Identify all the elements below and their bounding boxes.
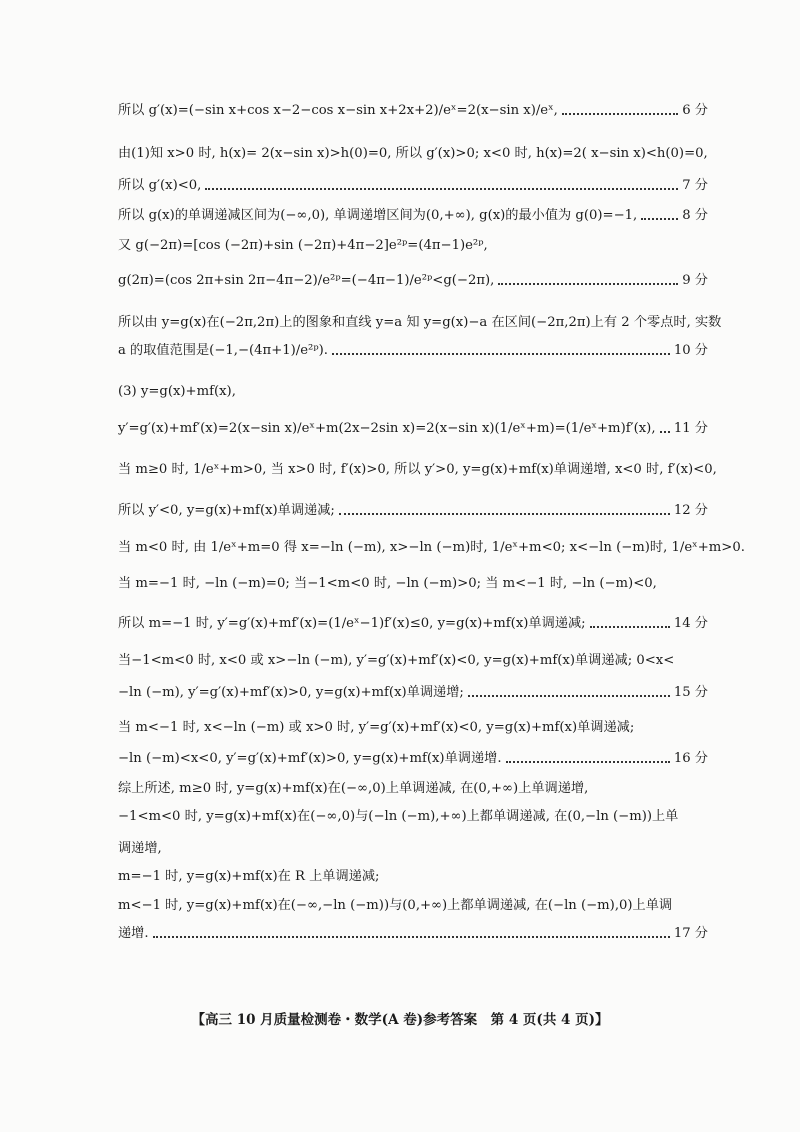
score-label: 15 分 — [673, 685, 708, 700]
leader-dots — [339, 513, 670, 515]
answer-line-text: 当 m=−1 时, −ln (−m)=0; 当−1<m<0 时, −ln (−m)>0; 当 m<−1 时, −ln (−m)<0, — [118, 576, 657, 591]
answer-line-text: (3) y=g(x)+mf(x), — [118, 384, 236, 399]
answer-line-text: m=−1 时, y=g(x)+mf(x)在 R 上单调递减; — [118, 869, 380, 884]
answer-line — [118, 895, 708, 917]
score-label: 7 分 — [682, 178, 708, 193]
answer-line — [118, 175, 708, 197]
score-label: 8 分 — [682, 208, 708, 223]
score-label: 6 分 — [682, 103, 708, 118]
answer-line-text: −ln (−m), y′=g′(x)+mf′(x)>0, y=g(x)+mf(x)单调递增; — [118, 685, 464, 700]
answer-line-text: −ln (−m)<x<0, y′=g′(x)+mf′(x)>0, y=g(x)+mf(x)单调递增. — [118, 751, 502, 766]
answer-line-text: 当 m≥0 时, 1/eˣ+m>0, 当 x>0 时, f′(x)>0, 所以 y′>0, y=g(x)+mf(x)单调递增, x<0 时, f′(x)<0, — [118, 462, 717, 477]
score-label: 16 分 — [673, 751, 708, 766]
answer-line-text: 由(1)知 x>0 时, h(x)= 2(x−sin x)>h(0)=0, 所以 g′(x)>0; x<0 时, h(x)=2( x−sin x)<h(0)=0, — [118, 146, 708, 161]
answer-line — [118, 270, 708, 292]
answer-line-text: 所以 y′<0, y=g(x)+mf(x)单调递减; — [118, 503, 335, 518]
answer-line-text: 所以 m=−1 时, y′=g′(x)+mf′(x)=(1/eˣ−1)f′(x)≤0, y=g(x)+mf(x)单调递减; — [118, 616, 586, 631]
answer-line — [118, 613, 708, 635]
answer-line — [118, 838, 708, 860]
answer-line-text: 所以 g(x)的单调递减区间为(−∞,0), 单调递增区间为(0,+∞), g(x)的最小值为 g(0)=−1, — [118, 208, 638, 223]
answer-line-text: 当 m<−1 时, x<−ln (−m) 或 x>0 时, y′=g′(x)+mf′(x)<0, y=g(x)+mf(x)单调递减; — [118, 720, 635, 735]
leader-dots — [468, 695, 670, 697]
answer-line — [118, 381, 708, 403]
answer-line-text: y′=g′(x)+mf′(x)=2(x−sin x)/eˣ+m(2x−2sin x)=2(x−sin x)(1/eˣ+m)=(1/eˣ+m)f′(x), — [118, 421, 656, 436]
answer-line — [118, 143, 708, 165]
answer-line — [118, 866, 708, 888]
answer-line-text: 所以 g′(x)=(−sin x+cos x−2−cos x−sin x+2x+2)/eˣ=2(x−sin x)/eˣ, — [118, 103, 558, 118]
answer-line — [118, 573, 708, 595]
leader-dots — [205, 188, 678, 190]
answer-line-text: m<−1 时, y=g(x)+mf(x)在(−∞,−ln (−m))与(0,+∞)上都单调递减, 在(−ln (−m),0)上单调 — [118, 898, 673, 913]
score-label: 12 分 — [673, 503, 708, 518]
answer-line-text: 递增. — [118, 926, 149, 941]
answer-line — [118, 459, 717, 481]
answer-line — [118, 778, 708, 800]
answer-line-text: a 的取值范围是(−1,−(4π+1)/e²ᵖ). — [118, 343, 328, 358]
answer-line — [118, 340, 708, 362]
answer-line — [118, 500, 708, 522]
answer-line — [118, 537, 745, 559]
answer-line — [118, 205, 708, 227]
page-footer: 【高三 10 月质量检测卷・数学(A 卷)参考答案 第 4 页(共 4 页)】 — [191, 1012, 609, 1028]
leader-dots — [506, 761, 670, 763]
answer-line-text: 当 m<0 时, 由 1/eˣ+m=0 得 x=−ln (−m), x>−ln (−m)时, 1/eˣ+m<0; x<−ln (−m)时, 1/eˣ+m>0. — [118, 540, 745, 555]
answer-line-text: g(2π)=(cos 2π+sin 2π−4π−2)/e²ᵖ=(−4π−1)/e²ᵖ<g(−2π), — [118, 273, 495, 288]
answer-line — [118, 312, 722, 334]
answer-line-text: 综上所述, m≥0 时, y=g(x)+mf(x)在(−∞,0)上单调递减, 在(0,+∞)上单调递增, — [118, 781, 589, 796]
answer-line-text: 又 g(−2π)=[cos (−2π)+sin (−2π)+4π−2]e²ᵖ=(4π−1)e²ᵖ, — [118, 238, 488, 253]
answer-line — [118, 650, 708, 672]
leader-dots — [660, 431, 670, 433]
score-label: 9 分 — [682, 273, 708, 288]
answer-line — [118, 748, 708, 770]
answer-line — [118, 682, 708, 704]
score-label: 17 分 — [673, 926, 708, 941]
answer-line — [118, 100, 708, 122]
answer-line — [118, 717, 708, 739]
answer-line — [118, 235, 708, 257]
answer-line — [118, 923, 708, 945]
leader-dots — [641, 218, 678, 220]
answer-line-text: 调递增, — [118, 841, 162, 856]
answer-line-text: −1<m<0 时, y=g(x)+mf(x)在(−∞,0)与(−ln (−m),+∞)上都单调递减, 在(0,−ln (−m))上单 — [118, 809, 679, 824]
score-label: 14 分 — [673, 616, 708, 631]
answer-line-text: 所以由 y=g(x)在(−2π,2π)上的图象和直线 y=a 知 y=g(x)−a 在区间(−2π,2π)上有 2 个零点时, 实数 — [118, 315, 722, 330]
leader-dots — [562, 113, 678, 115]
answer-line-text: 当−1<m<0 时, x<0 或 x>−ln (−m), y′=g′(x)+mf′(x)<0, y=g(x)+mf(x)单调递减; 0<x< — [118, 653, 675, 668]
answer-line — [118, 806, 708, 828]
leader-dots — [332, 353, 670, 355]
leader-dots — [590, 626, 670, 628]
answer-line — [118, 418, 708, 440]
answer-line-text: 所以 g′(x)<0, — [118, 178, 202, 193]
score-label: 11 分 — [673, 421, 708, 436]
leader-dots — [153, 936, 670, 938]
leader-dots — [498, 283, 678, 285]
score-label: 10 分 — [673, 343, 708, 358]
